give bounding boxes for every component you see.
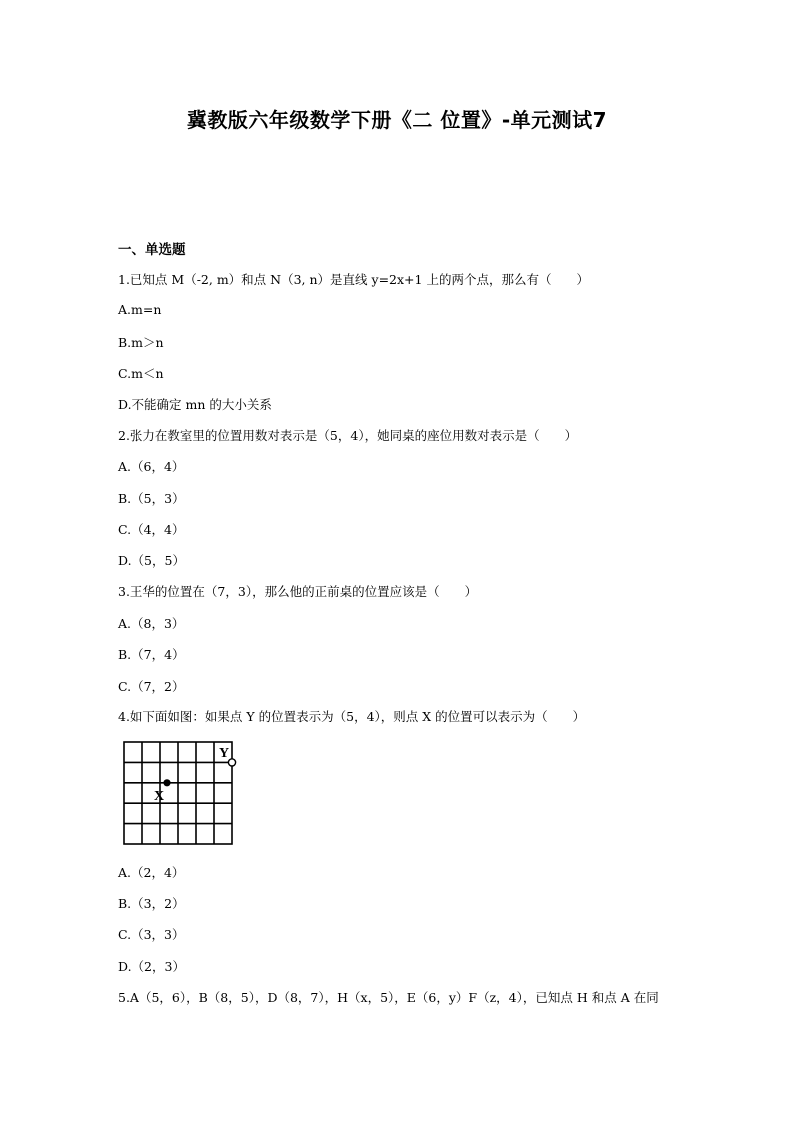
label-y: Y — [219, 746, 230, 761]
question-2-option-a: A.（6，4） — [118, 459, 185, 474]
question-2-stem: 2.张力在教室里的位置用数对表示是（5，4），她同桌的座位用数对表示是（ ） — [118, 428, 578, 443]
question-1-option-a: A.m=n — [118, 302, 162, 317]
question-4-stem: 4.如下面如图：如果点 Y 的位置表示为（5，4），则点 X 的位置可以表示为（ ） — [118, 709, 586, 724]
page-title: 冀教版六年级数学下册《二 位置》-单元测试7 — [186, 108, 608, 132]
question-2-option-d: D.（5，5） — [118, 553, 185, 568]
question-1-option-b: B.m＞n — [118, 335, 164, 350]
grid-svg — [122, 740, 240, 848]
question-3-option-a: A.（8，3） — [118, 616, 185, 631]
question-1-option-d: D.不能确定 mn 的大小关系 — [118, 397, 272, 412]
question-2-option-b: B.（5，3） — [118, 491, 185, 506]
question-3-option-c: C.（7，2） — [118, 679, 185, 694]
question-5-stem: 5.A（5，6），B（8，5），D（8，7），H（x，5），E（6，y）F（z，4），已知点 H 和点 A 在同 — [118, 990, 659, 1005]
grid-lines — [124, 742, 232, 844]
point-x — [163, 779, 170, 786]
question-1-stem: 1.已知点 M（-2, m）和点 N（3, n）是直线 y=2x+1 上的两个点，那么有（ ） — [118, 272, 589, 287]
question-3-stem: 3.王华的位置在（7，3），那么他的正前桌的位置应该是（ ） — [118, 584, 478, 599]
grid-figure — [122, 740, 240, 852]
question-4-option-a: A.（2，4） — [118, 865, 185, 880]
question-4-option-d: D.（2，3） — [118, 959, 185, 974]
question-2-option-c: C.（4，4） — [118, 522, 185, 537]
point-y — [228, 759, 235, 766]
question-3-option-b: B.（7，4） — [118, 647, 185, 662]
section-heading: 一、单选题 — [118, 242, 186, 258]
question-1-option-c: C.m＜n — [118, 366, 164, 381]
question-4-option-b: B.（3，2） — [118, 896, 185, 911]
label-x: X — [154, 789, 165, 804]
question-4-option-c: C.（3，3） — [118, 927, 185, 942]
